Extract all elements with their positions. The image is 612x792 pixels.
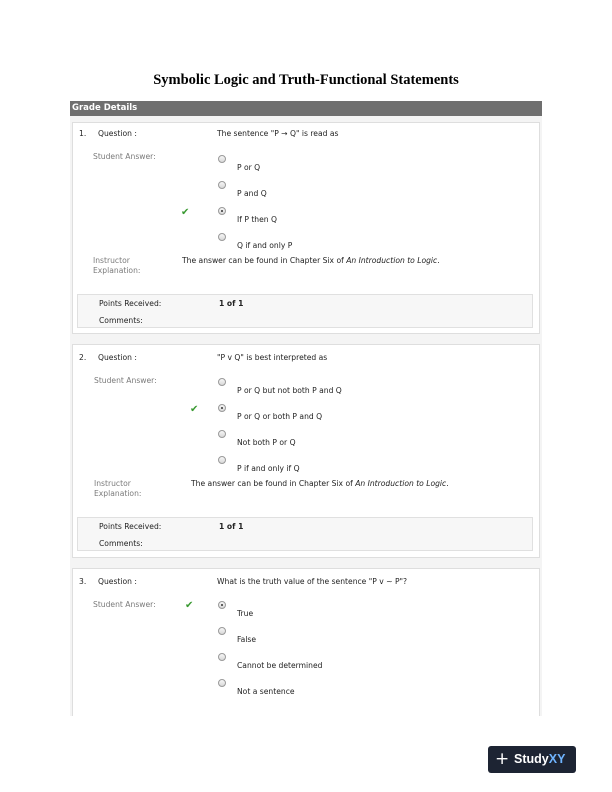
question-label: Question : [98, 577, 137, 586]
page-title: Symbolic Logic and Truth-Functional Statements [153, 72, 459, 88]
question-number: 2. [79, 353, 87, 362]
question-text: What is the truth value of the sentence "P v ~ P"? [217, 577, 408, 586]
brand-wordmark: StudyXY [514, 752, 566, 766]
question-label: Question : [98, 129, 137, 138]
answer-option: False [237, 635, 257, 644]
question-text: The sentence "P → Q" is read as [217, 129, 339, 138]
answer-option: P or Q but not both P and Q [237, 386, 342, 395]
points-received-label: Points Received: [99, 299, 162, 308]
answer-option: True [237, 609, 254, 618]
comments-label: Comments: [99, 539, 143, 548]
answer-radio[interactable] [218, 233, 226, 241]
answer-option: P if and only if Q [237, 464, 300, 473]
student-answer-label: Student Answer: [93, 152, 156, 161]
studyxy-watermark-logo [488, 746, 576, 773]
answer-radio-selected[interactable] [218, 601, 226, 609]
answer-option: Not both P or Q [237, 438, 296, 447]
answer-radio-selected[interactable] [218, 207, 226, 215]
answer-radio[interactable] [218, 653, 226, 661]
answer-radio-selected[interactable] [218, 404, 226, 412]
answer-option: P and Q [237, 189, 267, 198]
answer-option: P or Q or both P and Q [237, 412, 323, 421]
question-card-1 [72, 122, 540, 334]
correct-check-icon: ✔ [190, 404, 199, 415]
answer-option: Q if and only P [237, 241, 293, 250]
explanation-label: Explanation: [93, 266, 141, 275]
instructor-explanation: The answer can be found in Chapter Six of An Introduction to Logic. [182, 256, 440, 265]
student-answer-label: Student Answer: [94, 376, 157, 385]
answer-option: If P then Q [237, 215, 277, 224]
answer-radio[interactable] [218, 181, 226, 189]
question-label: Question : [98, 353, 137, 362]
answer-option: Cannot be determined [237, 661, 323, 670]
points-panel [77, 517, 533, 551]
answer-radio[interactable] [218, 627, 226, 635]
student-answer-label: Student Answer: [93, 600, 156, 609]
answer-radio[interactable] [218, 456, 226, 464]
instructor-label: Instructor [93, 256, 130, 265]
question-number: 1. [79, 129, 87, 138]
answer-radio[interactable] [218, 378, 226, 386]
answer-radio[interactable] [218, 430, 226, 438]
explanation-label: Explanation: [94, 489, 142, 498]
comments-label: Comments: [99, 316, 143, 325]
instructor-explanation: The answer can be found in Chapter Six of An Introduction to Logic. [191, 479, 449, 488]
grade-details-panel [70, 116, 542, 716]
instructor-label: Instructor [94, 479, 131, 488]
question-text: "P v Q" is best interpreted as [217, 353, 328, 362]
question-card-2 [72, 344, 540, 558]
correct-check-icon: ✔ [185, 600, 194, 611]
answer-radio[interactable] [218, 155, 226, 163]
answer-radio[interactable] [218, 679, 226, 687]
points-received-value: 1 of 1 [219, 299, 244, 308]
points-panel [77, 294, 533, 328]
points-received-value: 1 of 1 [219, 522, 244, 531]
question-card-3 [72, 568, 540, 716]
question-number: 3. [79, 577, 87, 586]
points-received-label: Points Received: [99, 522, 162, 531]
answer-option: Not a sentence [237, 687, 295, 696]
answer-option: P or Q [237, 163, 261, 172]
plus-icon: + [495, 749, 510, 769]
correct-check-icon: ✔ [181, 207, 190, 218]
grade-details-header: Grade Details [70, 101, 542, 116]
